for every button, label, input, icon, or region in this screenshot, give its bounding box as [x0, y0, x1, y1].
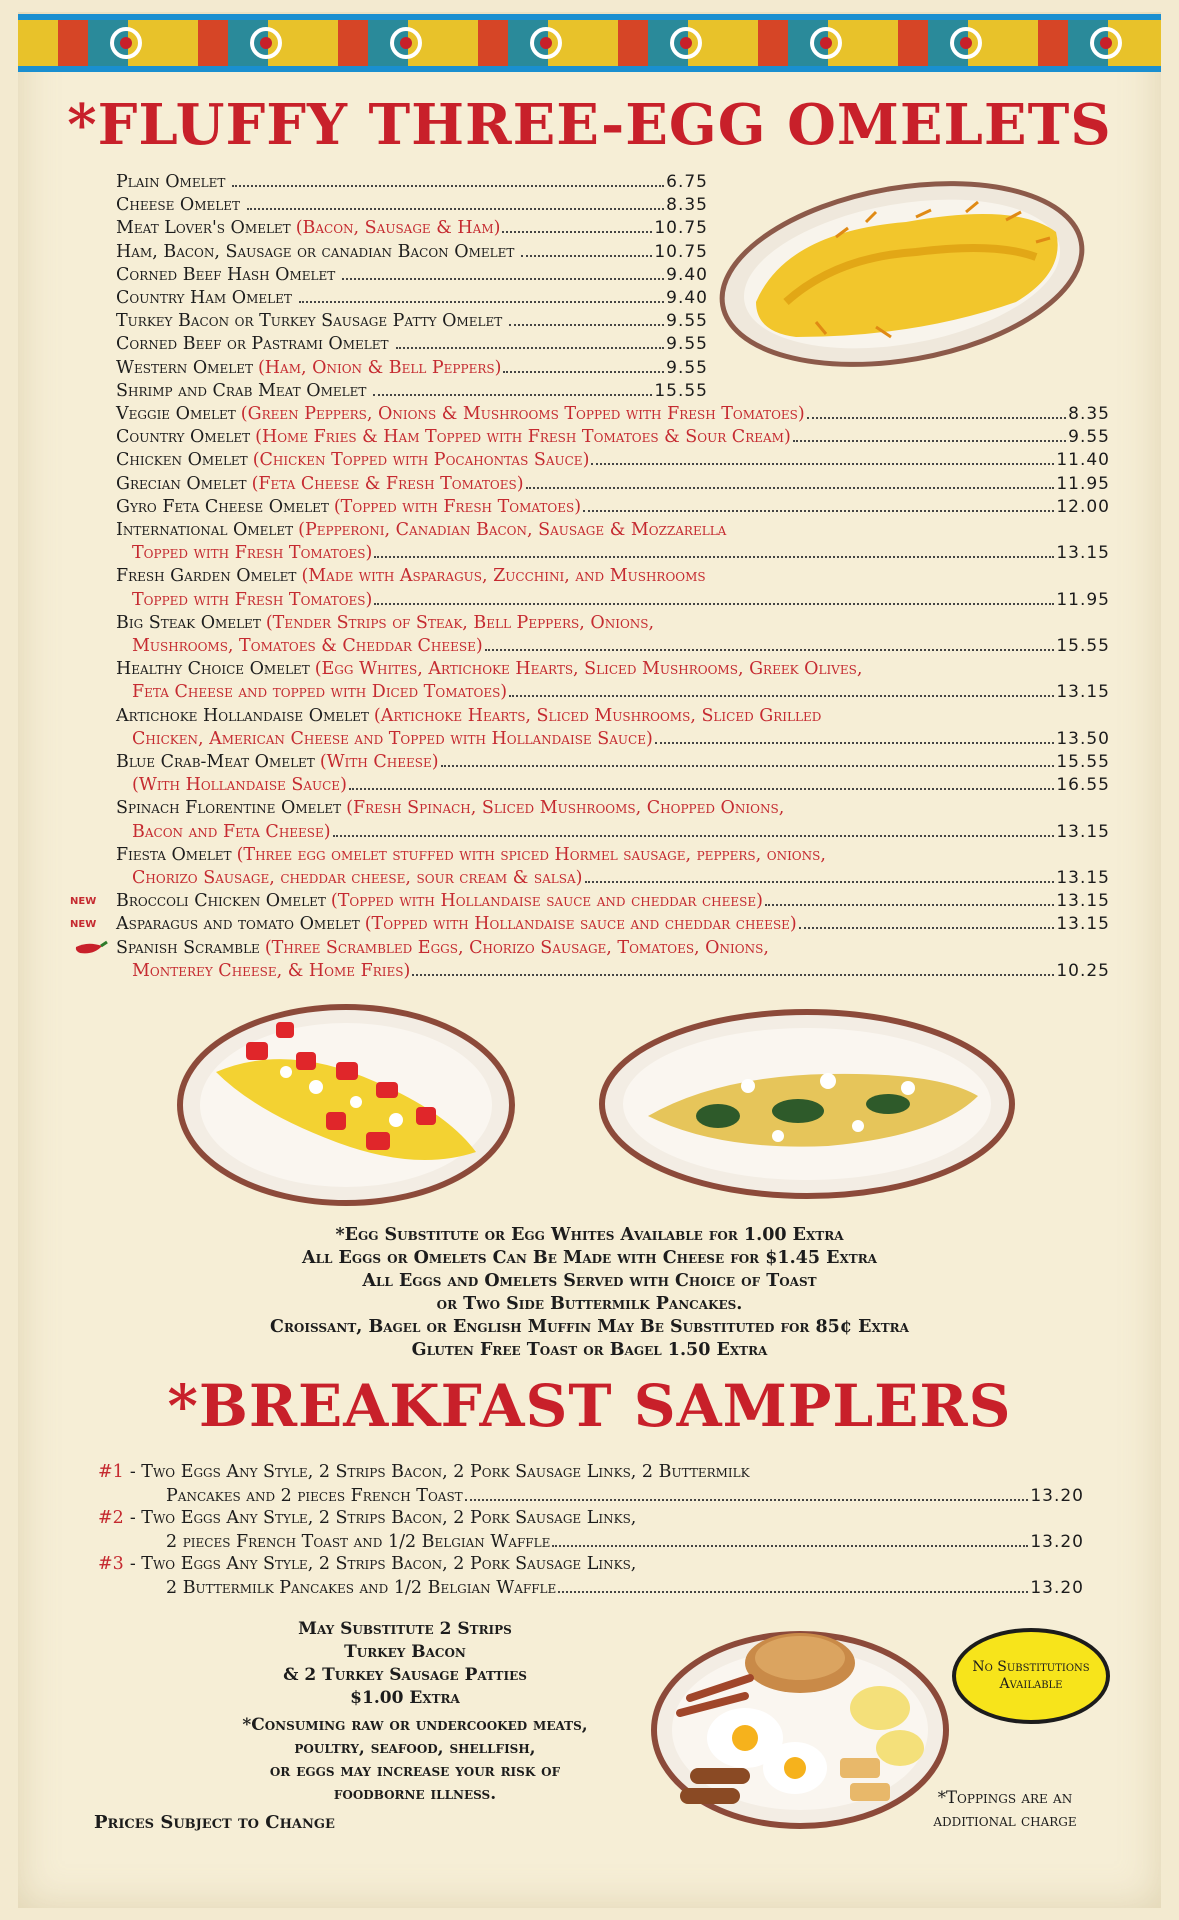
omelet-description: Bacon and Feta Cheese)	[132, 821, 331, 842]
egg-notes	[0, 1224, 1179, 1362]
omelet-price: 9.40	[666, 264, 708, 285]
omelet-item	[132, 635, 1110, 657]
omelet-item	[116, 913, 1110, 935]
new-badge: new	[70, 915, 97, 932]
sampler-number: #1	[98, 1462, 124, 1482]
dot-leader	[793, 440, 1066, 442]
dot-leader	[349, 788, 1054, 790]
dot-leader	[232, 185, 664, 187]
dot-leader	[247, 208, 664, 210]
sampler-description: - Two Eggs Any Style, 2 Strips Bacon, 2 Pork Sausage Links,	[129, 1554, 637, 1574]
dot-leader	[374, 603, 1054, 605]
omelet-description: (With Hollandaise Sauce)	[132, 775, 347, 796]
omelet-price: 16.55	[1056, 775, 1110, 796]
omelet-item	[116, 565, 1110, 587]
sampler-price: 13.20	[1030, 1532, 1084, 1552]
omelet-item	[116, 496, 1110, 518]
omelet-name: Corned Beef Hash Omelet	[116, 264, 336, 285]
consuming-note-line: *Consuming raw or undercooked meats,	[242, 1715, 588, 1735]
omelet-description: (Bacon, Sausage & Ham)	[295, 218, 501, 239]
omelet-name: Spinach Florentine Omelet	[116, 798, 342, 819]
omelet-description: (Made with Asparagus, Zucchini, and Mushrooms	[301, 566, 706, 587]
dot-leader	[396, 347, 665, 349]
dot-leader	[807, 417, 1066, 419]
toppings-note-line: additional charge	[933, 1811, 1077, 1830]
dot-leader	[765, 904, 1054, 906]
omelet-price: 9.55	[1068, 427, 1110, 448]
substitute-note-line: May Substitute 2 Strips	[298, 1619, 512, 1639]
dot-leader	[342, 278, 664, 280]
sampler-description: 2 pieces French Toast and 1/2 Belgian Waffle	[166, 1532, 551, 1552]
toppings-note-line: *Toppings are an	[937, 1788, 1073, 1807]
omelet-description: (Artichoke Hearts, Sliced Mushrooms, Sliced Grilled	[373, 705, 822, 726]
omelet-description: Chorizo Sausage, cheddar cheese, sour cream & salsa)	[132, 868, 583, 888]
sampler-description: - Two Eggs Any Style, 2 Strips Bacon, 2 Pork Sausage Links,	[129, 1508, 637, 1528]
omelets-title: *FLUFFY THREE-EGG OMELETS	[67, 92, 1112, 158]
omelet-price: 13.15	[1056, 682, 1110, 703]
omelet-description: Mushrooms, Tomatoes & Cheddar Cheese)	[132, 636, 483, 656]
omelet-price: 9.55	[666, 357, 708, 378]
egg-note-line: Gluten Free Toast or Bagel 1.50 Extra	[411, 1340, 768, 1360]
omelet-price: 13.15	[1056, 821, 1110, 842]
omelet-name: Ham, Bacon, Sausage or canadian Bacon Omelet	[116, 241, 515, 262]
dot-leader	[509, 695, 1054, 697]
omelet-item	[116, 473, 1110, 495]
substitute-note	[170, 1618, 640, 1710]
omelet-item	[132, 681, 1110, 703]
omelet-item	[116, 241, 708, 263]
sampler-item	[98, 1554, 636, 1574]
substitute-note-line: & 2 Turkey Sausage Patties	[283, 1665, 527, 1685]
omelet-name: Country Ham Omelet	[116, 288, 292, 308]
omelet-description: Chicken, American Cheese and Topped with Hollandaise Sauce)	[132, 728, 653, 749]
no-substitutions-badge: No Substitutions Available	[952, 1628, 1110, 1724]
sampler-description: - Two Eggs Any Style, 2 Strips Bacon, 2 Pork Sausage Links, 2 Buttermilk	[129, 1462, 750, 1482]
omelet-price: 8.35	[1068, 404, 1110, 424]
prices-note: Prices Subject to Change	[94, 1812, 335, 1833]
sampler-item	[98, 1508, 636, 1528]
omelet-item	[116, 380, 708, 402]
dot-leader	[591, 463, 1054, 465]
omelet-price: 12.00	[1056, 496, 1110, 517]
egg-note-line: All Eggs or Omelets Can Be Made with Cheese for $1.45 Extra	[302, 1248, 877, 1268]
omelet-name: Broccoli Chicken Omelet	[116, 891, 326, 912]
omelet-price: 9.40	[666, 288, 708, 308]
omelet-name: Spanish Scramble	[116, 937, 260, 958]
omelet-price: 15.55	[1056, 636, 1110, 656]
omelet-price: 13.15	[1056, 543, 1110, 564]
sampler-description: Pancakes and 2 pieces French Toast	[166, 1486, 463, 1506]
omelet-price: 13.15	[1056, 868, 1110, 888]
omelet-price: 13.15	[1056, 891, 1110, 912]
omelet-price: 9.55	[666, 334, 708, 355]
dot-leader	[521, 255, 652, 257]
omelet-item	[132, 589, 1110, 611]
substitute-note-line: $1.00 Extra	[350, 1688, 460, 1708]
omelet-price: 11.95	[1056, 473, 1110, 494]
omelet-item	[132, 867, 1110, 889]
toppings-note	[895, 1786, 1115, 1832]
omelet-item	[132, 774, 1110, 796]
consuming-note-line: or eggs may increase your risk of	[269, 1761, 561, 1781]
sampler-number: #2	[98, 1508, 124, 1528]
sampler-item	[98, 1462, 750, 1482]
omelet-item	[116, 937, 1110, 959]
omelet-name: Cheese Omelet	[116, 195, 241, 216]
dot-leader	[299, 301, 664, 303]
omelet-description: (Ham, Onion & Bell Peppers)	[257, 357, 502, 378]
dot-leader	[585, 881, 1055, 883]
omelet-price: 11.95	[1056, 589, 1110, 610]
spinach-omelet-photo	[598, 1006, 1016, 1202]
sampler-price: 13.20	[1030, 1578, 1084, 1598]
omelet-description: (Egg Whites, Artichoke Hearts, Sliced Mushrooms, Greek Olives,	[314, 659, 863, 680]
dot-leader	[333, 835, 1055, 837]
omelet-price: 15.55	[1056, 752, 1110, 772]
omelet-item	[116, 612, 1110, 634]
dot-leader	[503, 371, 664, 373]
omelet-item	[132, 728, 1110, 750]
omelet-name: Western Omelet	[116, 357, 253, 378]
omelet-item	[116, 217, 708, 239]
dot-leader	[552, 1545, 1028, 1547]
omelet-item	[132, 542, 1110, 564]
samplers-title: *BREAKFAST SAMPLERS	[167, 1372, 1012, 1440]
consuming-warning	[180, 1714, 650, 1806]
omelet-name: Fresh Garden Omelet	[116, 566, 297, 587]
omelet-item	[116, 333, 708, 355]
substitute-note-line: Turkey Bacon	[344, 1642, 466, 1662]
chili-pepper-icon	[74, 939, 108, 957]
omelet-item	[116, 449, 1110, 471]
dot-leader	[502, 231, 652, 233]
omelet-description: (Feta Cheese & Fresh Tomatoes)	[251, 473, 524, 494]
omelet-item	[116, 426, 1110, 448]
omelet-name: Turkey Bacon or Turkey Sausage Patty Omelet	[116, 311, 503, 332]
omelet-description: (Tender Strips of Steak, Bell Peppers, Onions,	[265, 612, 655, 633]
omelet-description: Topped with Fresh Tomatoes)	[132, 543, 373, 564]
omelet-description: (With Cheese)	[319, 752, 439, 772]
omelet-name: Asparagus and tomato Omelet	[116, 914, 360, 935]
dot-leader	[412, 974, 1054, 976]
omelet-item	[116, 264, 708, 286]
omelet-name: Big Steak Omelet	[116, 612, 261, 633]
omelet-description: (Green Peppers, Onions & Mushrooms Topped with Fresh Tomatoes)	[240, 404, 805, 424]
omelet-item	[116, 357, 708, 379]
omelet-name: Plain Omelet	[116, 172, 226, 192]
omelet-item	[116, 310, 708, 332]
decorative-border	[18, 14, 1161, 72]
omelet-description: (Topped with Hollandaise sauce and cheddar cheese)	[364, 914, 797, 935]
omelet-description: (Pepperoni, Canadian Bacon, Sausage & Mozzarella	[298, 520, 727, 540]
omelet-name: Blue Crab-Meat Omelet	[116, 752, 315, 772]
omelet-item	[132, 960, 1110, 982]
sampler-description: 2 Buttermilk Pancakes and 1/2 Belgian Waffle	[166, 1578, 557, 1598]
new-badge: new	[70, 892, 97, 909]
omelet-name: Artichoke Hollandaise Omelet	[116, 705, 369, 726]
omelet-description: Monterey Cheese, & Home Fries)	[132, 960, 411, 981]
omelet-description: (Fresh Spinach, Sliced Mushrooms, Chopped Onions,	[346, 798, 785, 819]
grecian-omelet-photo	[176, 1002, 516, 1208]
dot-leader	[799, 927, 1055, 929]
omelet-description: (Home Fries & Ham Topped with Fresh Tomatoes & Sour Cream)	[255, 427, 791, 448]
sampler-number: #3	[98, 1554, 124, 1574]
omelet-name: Grecian Omelet	[116, 473, 247, 494]
egg-note-line: Croissant, Bagel or English Muffin May Be Substituted for 85¢ Extra	[270, 1317, 909, 1337]
omelet-price: 10.75	[654, 218, 708, 239]
omelet-name: Corned Beef or Pastrami Omelet	[116, 334, 389, 355]
omelet-price: 10.25	[1056, 960, 1110, 981]
omelet-item	[116, 844, 1110, 866]
omelet-price: 9.55	[666, 311, 708, 332]
omelet-name: Gyro Feta Cheese Omelet	[116, 496, 329, 517]
omelet-name: Healthy Choice Omelet	[116, 659, 310, 680]
omelet-item	[116, 194, 708, 216]
dot-leader	[583, 510, 1054, 512]
omelet-price: 8.35	[666, 195, 708, 216]
omelet-name: Chicken Omelet	[116, 450, 248, 471]
omelet-item	[116, 171, 708, 193]
omelet-item	[116, 705, 1110, 727]
omelet-item	[116, 890, 1110, 912]
omelet-item	[116, 287, 708, 309]
omelet-price: 13.15	[1056, 914, 1110, 935]
dot-leader	[526, 487, 1055, 489]
dot-leader	[373, 394, 652, 396]
omelet-name: Veggie Omelet	[116, 404, 236, 424]
omelet-name: Fiesta Omelet	[116, 844, 232, 865]
omelet-description: (Three Scrambled Eggs, Chorizo Sausage, Tomatoes, Onions,	[264, 937, 769, 958]
omelet-item	[116, 751, 1110, 773]
consuming-note-line: foodborne illness.	[333, 1784, 497, 1804]
dot-leader	[655, 742, 1055, 744]
omelet-name: Meat Lover's Omelet	[116, 218, 291, 239]
omelet-item	[116, 658, 1110, 680]
omelet-item	[132, 821, 1110, 843]
egg-note-line: All Eggs and Omelets Served with Choice of Toast	[362, 1271, 817, 1291]
consuming-note-line: poultry, seafood, shellfish,	[294, 1738, 536, 1758]
dot-leader	[558, 1591, 1028, 1593]
dot-leader	[485, 649, 1055, 651]
omelet-description: (Three egg omelet stuffed with spiced Hormel sausage, peppers, onions,	[236, 844, 826, 865]
egg-note-line: or Two Side Buttermilk Pancakes.	[436, 1294, 743, 1314]
omelet-description: (Chicken Topped with Pocahontas Sauce)	[252, 450, 590, 471]
egg-note-line: *Egg Substitute or Egg Whites Available for 1.00 Extra	[335, 1225, 844, 1245]
omelet-price: 6.75	[666, 172, 708, 192]
omelet-name: Country Omelet	[116, 427, 251, 448]
dot-leader	[465, 1499, 1029, 1501]
omelet-price: 11.40	[1056, 450, 1110, 471]
omelet-description: Feta Cheese and topped with Diced Tomatoes)	[132, 682, 508, 703]
dot-leader	[441, 765, 1055, 767]
omelet-description: (Topped with Hollandaise sauce and cheddar cheese)	[330, 891, 763, 912]
sampler-price: 13.20	[1030, 1486, 1084, 1506]
omelet-price: 13.50	[1056, 728, 1110, 749]
dot-leader	[509, 324, 664, 326]
omelet-description: Topped with Fresh Tomatoes)	[132, 589, 373, 610]
omelet-name: International Omelet	[116, 520, 294, 540]
omelet-item	[116, 403, 1110, 425]
omelet-name: Shrimp and Crab Meat Omelet	[116, 380, 367, 401]
omelet-item	[116, 519, 1110, 541]
sampler-item-line	[166, 1531, 1084, 1553]
dot-leader	[374, 556, 1054, 558]
sampler-item-line	[166, 1485, 1084, 1507]
omelet-photo	[716, 162, 1088, 376]
omelet-price: 15.55	[654, 380, 708, 401]
omelet-description: (Topped with Fresh Tomatoes)	[333, 496, 582, 517]
omelet-item	[116, 797, 1110, 819]
omelet-price: 10.75	[654, 241, 708, 262]
sampler-item-line	[166, 1577, 1084, 1599]
